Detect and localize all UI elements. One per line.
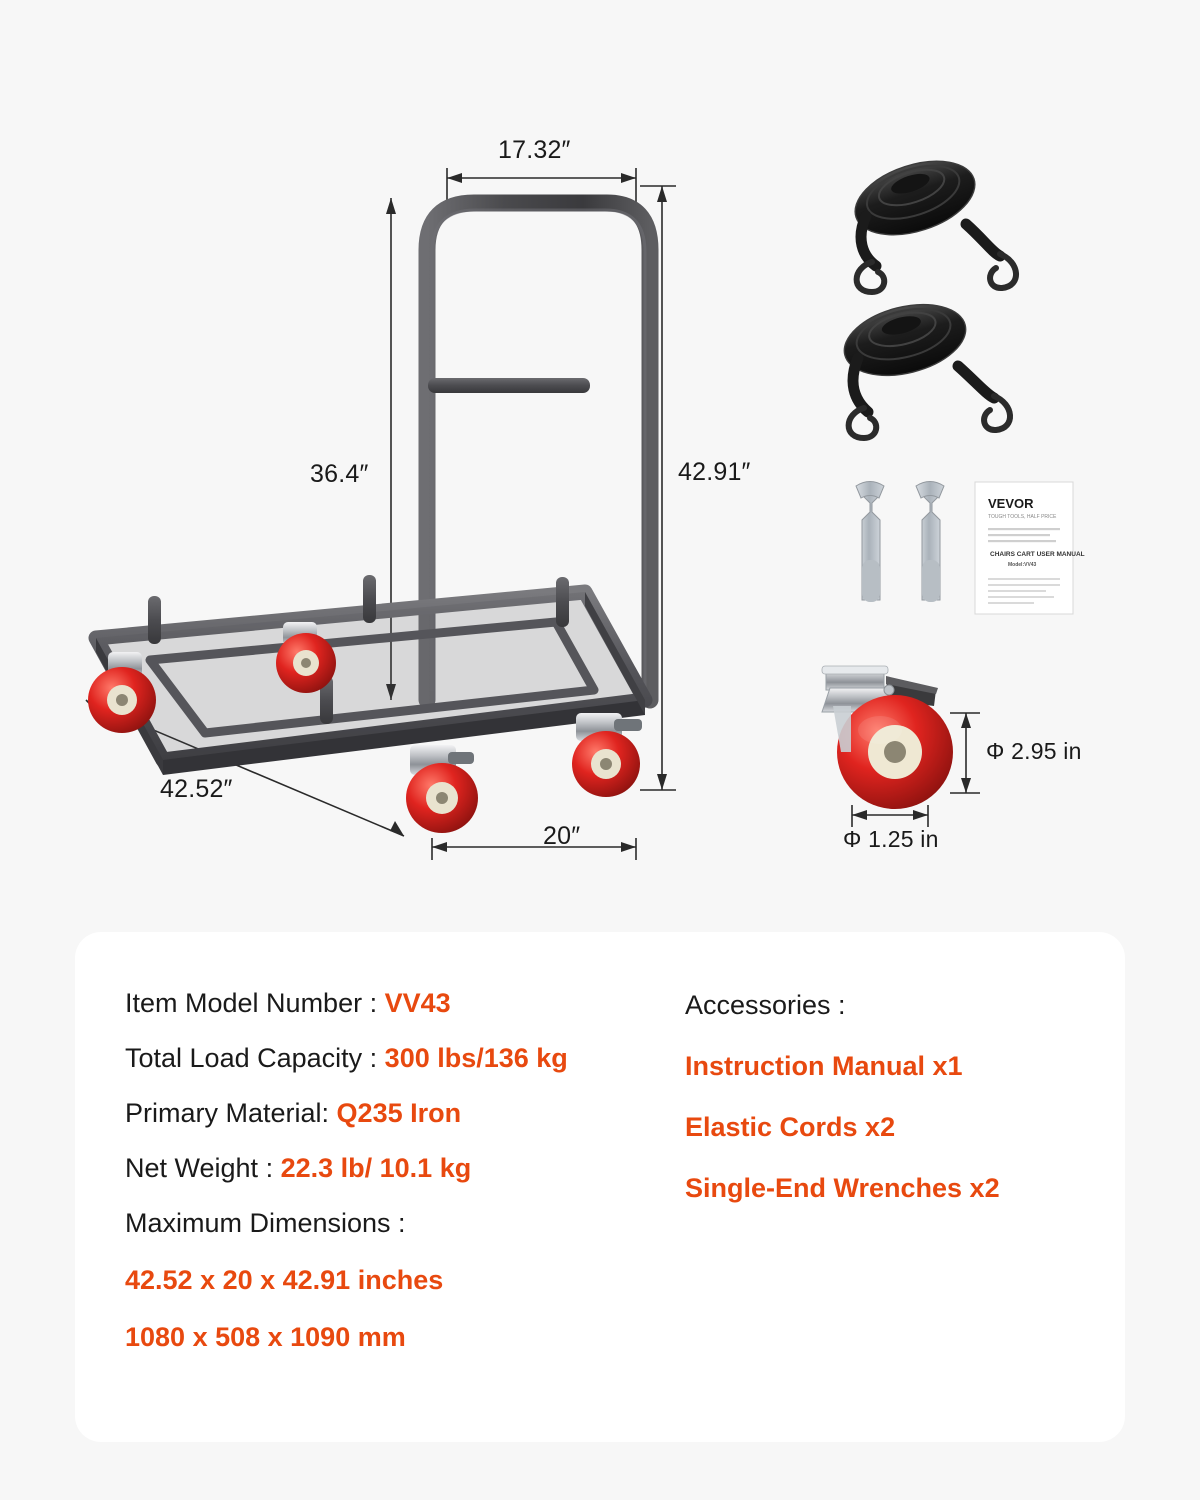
accessory-elastic-cords: Elastic Cords x2 — [685, 1112, 896, 1142]
spec-label-net-weight: Net Weight : — [125, 1153, 274, 1183]
single-end-wrench-1 — [856, 482, 884, 603]
caster-front-left — [406, 745, 478, 833]
svg-text:VEVOR: VEVOR — [988, 496, 1034, 511]
dim-caster-plate-width: Φ 1.25 in — [843, 826, 939, 852]
dim-total-height: 42.91″ — [678, 458, 751, 486]
svg-text:TOUGH TOOLS, HALF PRICE: TOUGH TOOLS, HALF PRICE — [988, 514, 1057, 520]
spec-label-load-capacity: Total Load Capacity : — [125, 1043, 378, 1073]
spec-value-primary-material: Q235 Iron — [336, 1098, 462, 1128]
single-end-wrench-2 — [916, 482, 944, 603]
dim-width: 20″ — [543, 822, 581, 850]
cart-illustration — [88, 203, 650, 833]
elastic-cord-1 — [846, 147, 1016, 292]
specifications-card — [75, 932, 1125, 1442]
accessories-label: Accessories : — [685, 990, 846, 1020]
spec-value-model-number: VV43 — [384, 988, 451, 1018]
caster-detail — [822, 666, 953, 809]
spec-value-max-dimensions-mm: 1080 x 508 x 1090 mm — [125, 1322, 406, 1352]
spec-value-load-capacity: 300 lbs/136 kg — [384, 1043, 568, 1073]
spec-label-primary-material: Primary Material: — [125, 1098, 330, 1128]
elastic-cord-2 — [837, 293, 1010, 438]
spec-item-primary-material — [125, 1100, 685, 1127]
spec-item-net-weight — [125, 1155, 685, 1182]
dim-length: 42.52″ — [160, 775, 233, 803]
dim-handle-width: 17.32″ — [498, 136, 571, 164]
spec-value-max-dimensions-inches: 42.52 x 20 x 42.91 inches — [125, 1265, 444, 1295]
spec-item-load-capacity — [125, 1045, 685, 1072]
accessory-single-end-wrenches: Single-End Wrenches x2 — [685, 1173, 1000, 1203]
svg-text:CHAIRS CART USER MANUAL: CHAIRS CART USER MANUAL — [990, 551, 1085, 558]
svg-text:Model:VV43: Model:VV43 — [1008, 562, 1037, 568]
spec-label-model-number: Item Model Number : — [125, 988, 378, 1018]
dim-handle-height: 36.4″ — [310, 460, 369, 488]
accessory-instruction-manual: Instruction Manual x1 — [685, 1051, 963, 1081]
spec-label-max-dimensions: Maximum Dimensions : — [125, 1208, 406, 1238]
instruction-manual — [975, 482, 1085, 614]
spec-right-column — [685, 990, 1125, 1379]
dim-caster-wheel-diameter: Φ 2.95 in — [986, 738, 1082, 764]
spec-item-model-number — [125, 990, 685, 1017]
spec-value-net-weight: 22.3 lb/ 10.1 kg — [280, 1153, 472, 1183]
caster-front-right — [572, 713, 642, 797]
spec-left-column — [75, 990, 685, 1379]
